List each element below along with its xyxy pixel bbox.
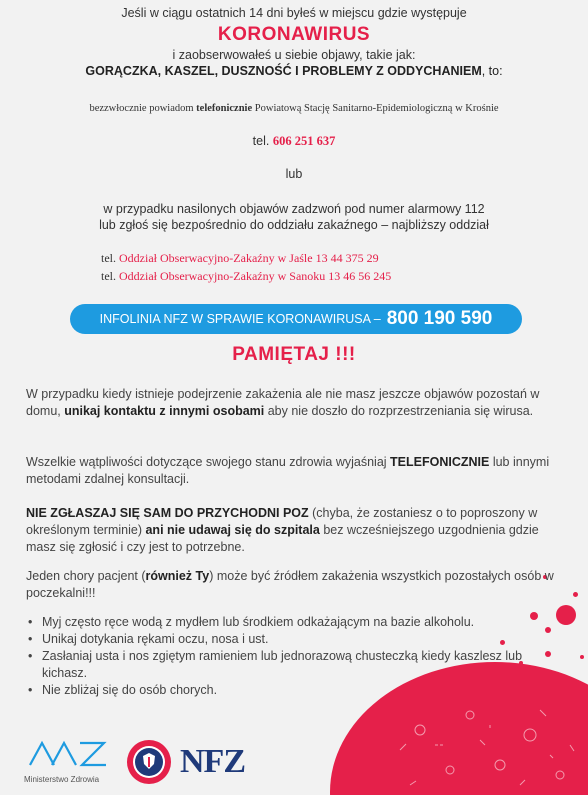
- koronawirus-title: KORONAWIRUS: [217, 24, 371, 45]
- virus-dot: [545, 651, 551, 657]
- virus-dot: [545, 627, 551, 633]
- bullet-icon: •: [28, 615, 33, 629]
- notify-pre: bezzwłocznie powiadom: [89, 103, 197, 114]
- text: Wszelkie wątpliwości dotyczące swojego stanu zdrowia wyjaśniaj: [26, 455, 391, 469]
- virus-dot: [573, 592, 578, 597]
- list-item-text: Nie zbliżaj się do osób chorych.: [42, 683, 218, 697]
- virus-dot: [556, 605, 576, 625]
- ward-text: Oddział Obserwacyjno-Zakaźny w Sanoku 13 46 56 245: [119, 269, 392, 283]
- text: bez wcześniejszego uzgodnienia gdzie masz się zgłosić i czy jest to potrzebne.: [26, 523, 539, 554]
- intro-line-1: Jeśli w ciągu ostatnich 14 dni byłeś w miejscu gdzie występuje: [121, 6, 467, 20]
- bullet-icon: •: [28, 683, 33, 697]
- advice-list: [26, 614, 536, 699]
- remember-heading: PAMIĘTAJ !!!: [232, 344, 356, 365]
- virus-pattern-icon: [380, 690, 588, 795]
- paragraph-waiting-room: [26, 568, 572, 602]
- severe-line-2: lub zgłoś się bezpośrednio do oddziału zakaźnego – najbliższy oddział: [99, 218, 489, 232]
- severe-line-1: w przypadku nasilonych objawów zadzwoń pod numer alarmowy 112: [103, 202, 485, 216]
- notify-post: Powiatową Stację Sanitarno-Epidemiologiczną w Krośnie: [252, 103, 499, 114]
- list-item: [26, 682, 536, 699]
- bold-text: NIE ZGŁASZAJ SIĘ SAM DO PRZYCHODNI POZ: [26, 506, 309, 520]
- sanepid-phone: [0, 134, 588, 149]
- hotline-label: INFOLINIA NFZ W SPRAWIE KORONAWIRUSA –: [99, 312, 381, 326]
- list-item: [26, 631, 536, 648]
- nfz-hotline-banner: [70, 304, 522, 334]
- bold-text: również Ty: [145, 569, 210, 583]
- ward-label: tel.: [101, 269, 116, 283]
- text: (chyba, że zostaniesz o to poproszony w określonym terminie): [26, 506, 538, 537]
- symptoms-line: [0, 64, 588, 78]
- text: W przypadku kiedy istnieje podejrzenie zakażenia ale nie masz jeszcze objawów pozostań w domu,: [26, 387, 540, 418]
- text: aby nie doszło do rozprzestrzeniania się wirusa.: [264, 404, 534, 418]
- ministry-logo-text: Ministerstwo Zdrowia: [24, 775, 100, 784]
- list-item-text: Unikaj dotykania rękami oczu, nosa i ust.: [42, 632, 269, 646]
- symptoms-text: GORĄCZKA, KASZEL, DUSZNOŚĆ I PROBLEMY Z ODDYCHANIEM: [85, 64, 482, 78]
- list-item: [26, 614, 536, 631]
- nfz-logo: NFZ: [180, 743, 245, 780]
- ward-sanok: [101, 267, 391, 285]
- bullet-icon: •: [28, 632, 33, 646]
- ward-label: tel.: [101, 251, 116, 265]
- paragraph-phone-consult: [26, 454, 572, 488]
- bullet-icon: •: [28, 649, 33, 663]
- list-item-text: Myj często ręce wodą z mydłem lub środkiem odkażającym na bazie alkoholu.: [42, 615, 475, 629]
- hotline-number: 800 190 590: [386, 308, 493, 329]
- ward-jaslo: [101, 249, 391, 267]
- text: ) może być źródłem zakażenia wszystkich pozostałych osób w poczekalni!!!: [26, 569, 554, 600]
- or-text: lub: [285, 167, 303, 181]
- bold-text: ani nie udawaj się do szpitala: [145, 523, 320, 537]
- list-item-text: Zasłaniaj usta i nos zgiętym ramieniem lub jednorazową chusteczką kiedy kaszlesz lub kichasz.: [42, 649, 523, 680]
- ministry-logo-icon: [28, 737, 108, 769]
- virus-dot: [580, 655, 584, 659]
- ward-list: [101, 249, 391, 285]
- notify-bold: telefonicznie: [196, 103, 253, 114]
- severe-symptoms: [0, 201, 588, 233]
- paragraph-no-clinic: [26, 505, 572, 556]
- sanepid-seal-icon: [126, 739, 172, 785]
- logo-row: [0, 735, 300, 795]
- symptoms-suffix: , to:: [481, 64, 503, 78]
- intro-line-2: i zaobserwowałeś u siebie objawy, takie jak:: [172, 48, 416, 62]
- phone-label: tel.: [252, 134, 270, 148]
- notify-sanepid: [0, 103, 588, 114]
- text: lub innymi metodami zdalnej konsultacji.: [26, 455, 550, 486]
- text: Jeden chory pacjent (: [26, 569, 146, 583]
- phone-number: 606 251 637: [272, 134, 336, 148]
- paragraph-isolation: [26, 386, 572, 420]
- bold-text: TELEFONICZNIE: [390, 455, 490, 469]
- bold-text: unikaj kontaktu z innymi osobami: [64, 404, 265, 418]
- ward-text: Oddział Obserwacyjno-Zakaźny w Jaśle 13 44 375 29: [119, 251, 379, 265]
- list-item: [26, 648, 536, 682]
